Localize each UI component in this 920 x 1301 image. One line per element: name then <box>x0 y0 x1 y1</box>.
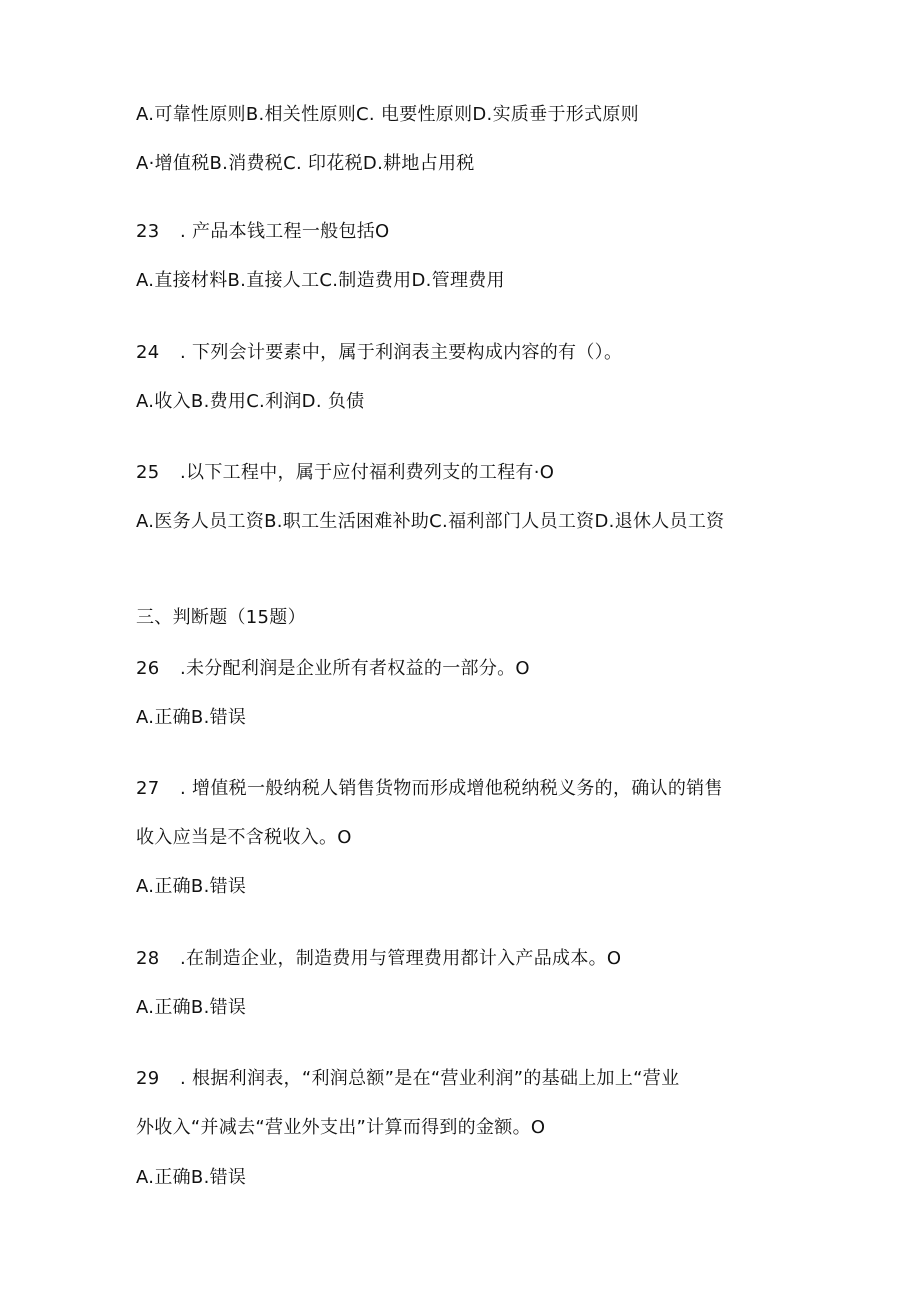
question-text: . 增值税一般纳税人销售货物而形成增他税纳税义务的，确认的销售 <box>180 778 723 799</box>
question-25 <box>136 461 554 485</box>
question-23 <box>136 220 390 244</box>
question-text: .以下工程中，属于应付福利费列支的工程有·O <box>180 462 555 483</box>
options-line-23: A.直接材料B.直接人工C.制造费用D.管理费用 <box>136 270 505 291</box>
question-number: 25 <box>136 462 160 483</box>
options-line-22b: A·增值税B.消费税C. 印花税D.耕地占用税 <box>136 153 475 174</box>
question-number: 23 <box>136 221 160 242</box>
question-text: . 根据利润表，“利润总额”是在“营业利润”的基础上加上“营业 <box>180 1068 680 1089</box>
question-text: . 下列会计要素中，属于利润表主要构成内容的有（）。 <box>180 342 623 363</box>
question-text: . 产品本钱工程一般包括O <box>180 221 390 242</box>
question-text: .在制造企业，制造费用与管理费用都计入产品成本。O <box>180 948 622 969</box>
options-line-28: A.正确B.错误 <box>136 997 247 1018</box>
section-heading: 三、判断题（15题） <box>136 607 306 628</box>
options-line-24: A.收入B.费用C.利润D. 负债 <box>136 391 365 412</box>
options-line-25: A.医务人员工资B.职工生活困难补助C.福利部门人员工资D.退休人员工资 <box>136 511 725 532</box>
question-text: .未分配利润是企业所有者权益的一部分。O <box>180 658 530 679</box>
question-29 <box>136 1067 679 1091</box>
question-number: 29 <box>136 1068 160 1089</box>
question-number: 27 <box>136 778 160 799</box>
options-line-29: A.正确B.错误 <box>136 1167 247 1188</box>
question-number: 26 <box>136 658 160 679</box>
options-line-22a: A.可靠性原则B.相关性原则C. 电要性原则D.实质垂于形式原则 <box>136 104 639 125</box>
question-number: 28 <box>136 948 160 969</box>
question-24 <box>136 341 622 365</box>
question-26 <box>136 657 530 681</box>
options-line-27: A.正确B.错误 <box>136 876 247 897</box>
question-28 <box>136 947 621 971</box>
question-number: 24 <box>136 342 160 363</box>
question-29-continued: 外收入“并减去“营业外支出”计算而得到的金额。O <box>136 1117 546 1138</box>
options-line-26: A.正确B.错误 <box>136 707 247 728</box>
question-27 <box>136 777 723 801</box>
question-27-continued: 收入应当是不含税收入。O <box>136 827 352 848</box>
